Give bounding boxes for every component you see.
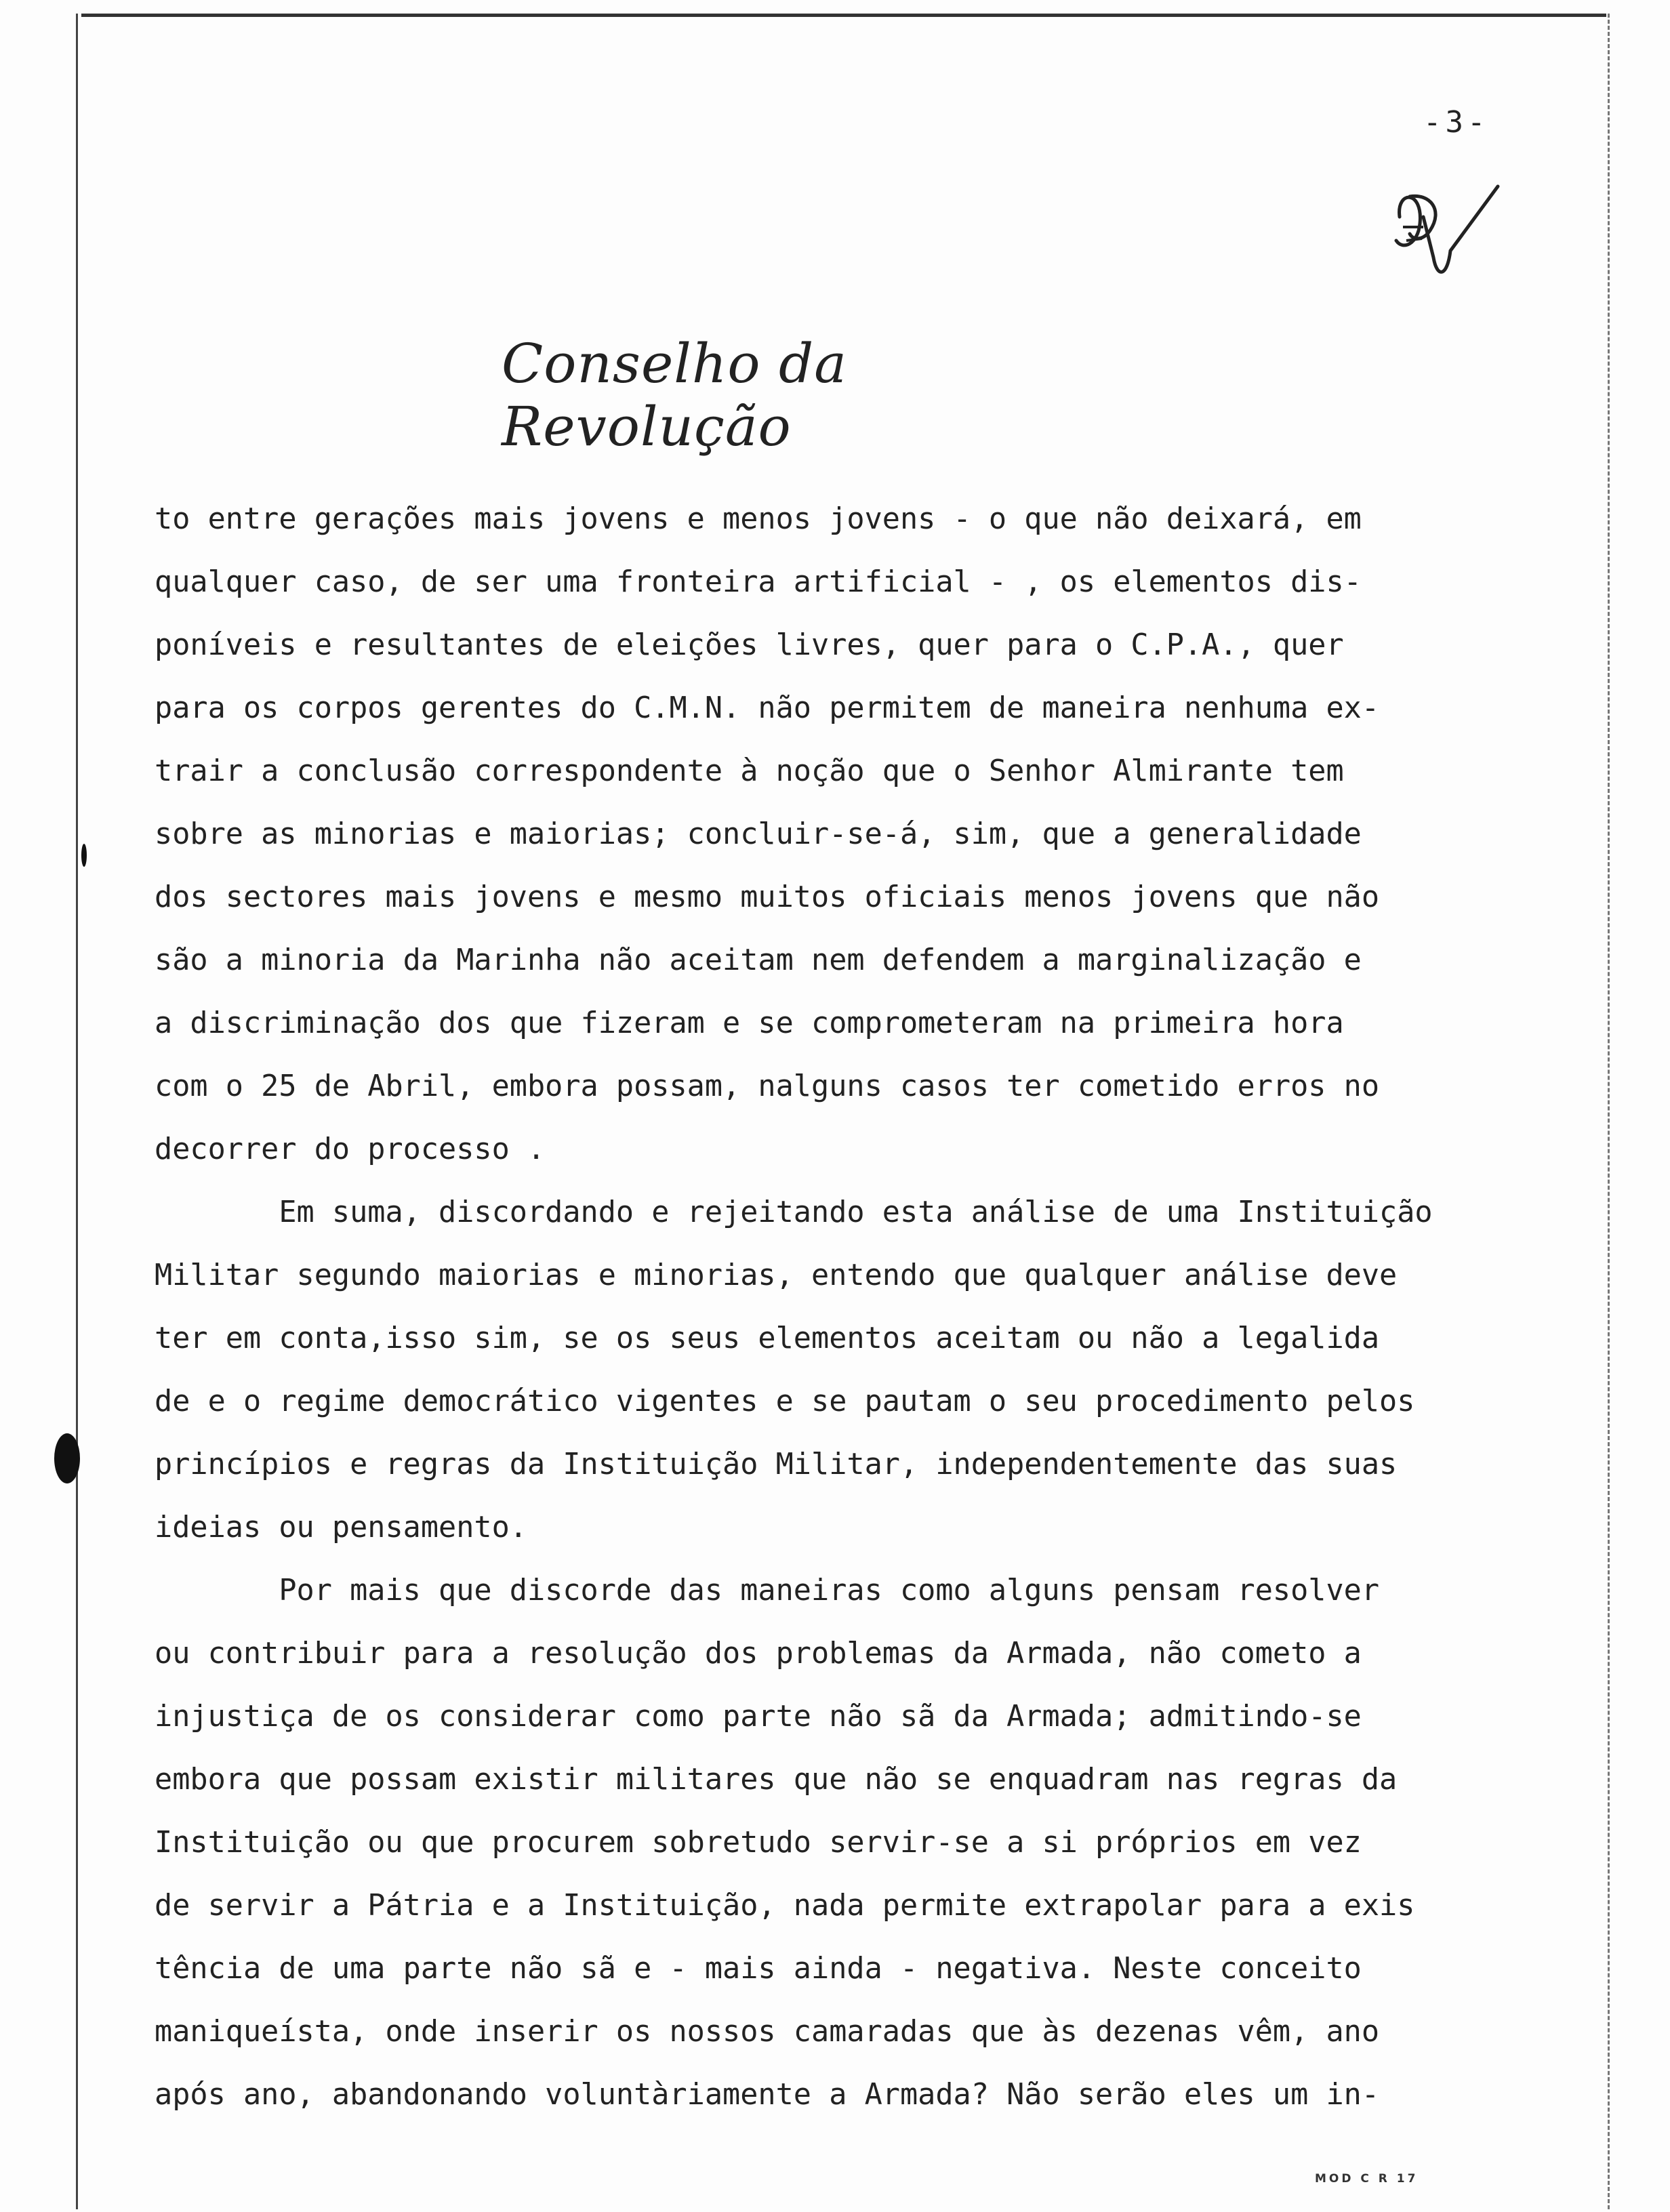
form-code: MOD C R 17 <box>1315 2172 1419 2186</box>
scan-border-left <box>76 14 78 2209</box>
text-line: para os corpos gerentes do C.M.N. não permitem de maneira nenhuma ex- <box>155 691 1380 725</box>
body-text <box>155 488 1537 2127</box>
margin-mark-hole <box>54 1433 80 1483</box>
text-line: poníveis e resultantes de eleições livres, quer para o C.P.A., quer <box>155 628 1344 662</box>
text-line: princípios e regras da Instituição Militar, independentemente das suas <box>155 1448 1398 1481</box>
text-line: dos sectores mais jovens e mesmo muitos oficiais menos jovens que não <box>155 880 1380 914</box>
scan-border-top <box>81 14 1606 17</box>
text-line: decorrer do processo . <box>155 1132 546 1166</box>
text-line: embora que possam existir militares que não se enquadram nas regras da <box>155 1763 1398 1797</box>
text-line: a discriminação dos que fizeram e se comprometeram na primeira hora <box>155 1006 1344 1040</box>
text-line: Instituição ou que procurem sobretudo servir-se a si próprios em vez <box>155 1826 1362 1860</box>
signature-mark <box>1383 176 1511 291</box>
text-line: Em suma, discordando e rejeitando esta análise de uma Instituição <box>155 1195 1433 1229</box>
text-line: trair a conclusão correspondente à noção que o Senhor Almirante tem <box>155 754 1344 788</box>
page-number: -3- <box>1423 105 1490 140</box>
text-line: tência de uma parte não sã e - mais ainda - negativa. Neste conceito <box>155 1952 1362 1986</box>
scan-border-right <box>1608 14 1610 2209</box>
text-line: com o 25 de Abril, embora possam, nalguns casos ter cometido erros no <box>155 1069 1380 1103</box>
text-line: ou contribuir para a resolução dos problemas da Armada, não cometo a <box>155 1637 1362 1671</box>
text-line: ideias ou pensamento. <box>155 1511 527 1544</box>
text-line: após ano, abandonando voluntàriamente a Armada? Não serão eles um in- <box>155 2078 1380 2112</box>
text-line: injustiça de os considerar como parte não sã da Armada; admitindo-se <box>155 1700 1362 1734</box>
text-line: to entre gerações mais jovens e menos jovens - o que não deixará, em <box>155 502 1362 536</box>
text-line: qualquer caso, de ser uma fronteira artificial - , os elementos dis- <box>155 565 1362 599</box>
text-line: de e o regime democrático vigentes e se pautam o seu procedimento pelos <box>155 1385 1415 1418</box>
text-line: Militar segundo maiorias e minorias, entendo que qualquer análise deve <box>155 1258 1398 1292</box>
text-line: são a minoria da Marinha não aceitam nem defendem a marginalização e <box>155 943 1362 977</box>
text-line: ter em conta,isso sim, se os seus elementos aceitam ou não a legalida <box>155 1322 1380 1355</box>
text-line: de servir a Pátria e a Instituição, nada permite extrapolar para a exis <box>155 1889 1415 1923</box>
letterhead-title: Conselho da Revolução <box>502 332 847 458</box>
text-line: maniqueísta, onde inserir os nossos camaradas que às dezenas vêm, ano <box>155 2015 1380 2049</box>
margin-mark-top <box>81 844 87 867</box>
text-line: sobre as minorias e maiorias; concluir-se-á, sim, que a generalidade <box>155 817 1362 851</box>
text-line: Por mais que discorde das maneiras como alguns pensam resolver <box>155 1574 1380 1607</box>
